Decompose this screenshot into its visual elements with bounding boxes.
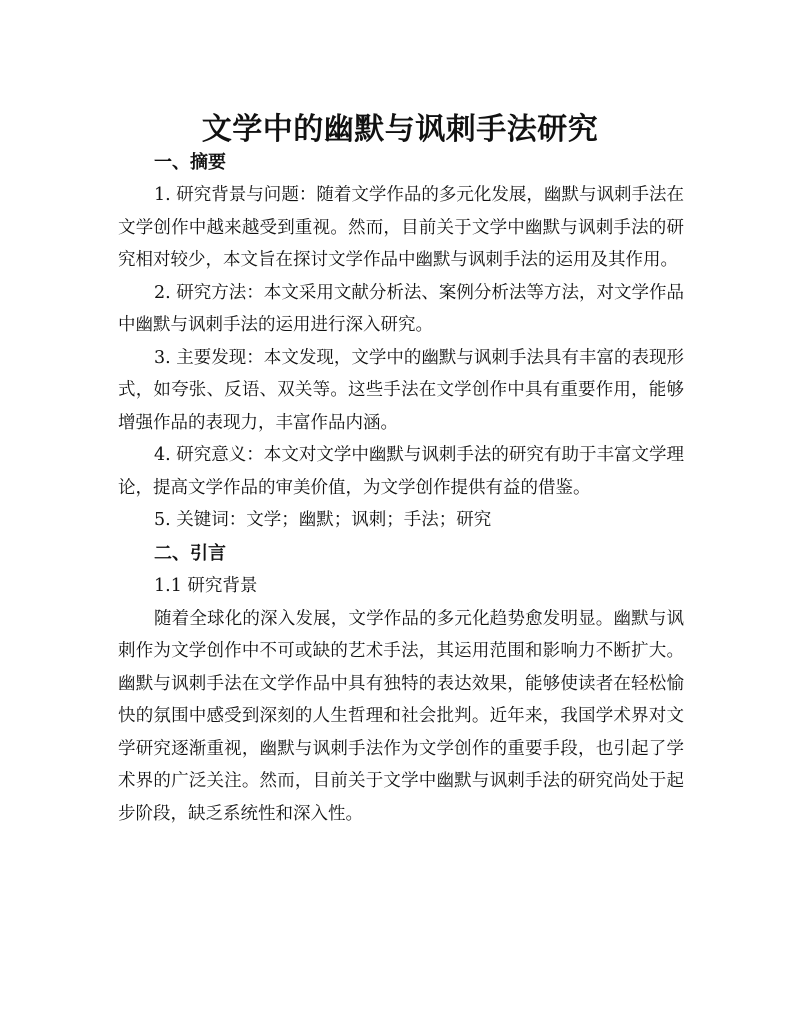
abstract-item-keywords: 5. 关键词：文学；幽默；讽刺；手法；研究 bbox=[154, 510, 492, 530]
abstract-item-significance: 4. 研究意义：本文对文学中幽默与讽刺手法的研究有助于丰富文学理论，提高文学作品的审美价值，为文学创作提供有益的借鉴。 bbox=[118, 445, 684, 498]
subsection-heading-background: 1.1 研究背景 bbox=[154, 575, 258, 596]
introduction-paragraph: 随着全球化的深入发展，文学作品的多元化趋势愈发明显。幽默与讽刺作为文学创作中不可或缺的艺术手法，其运用范围和影响力不断扩大。幽默与讽刺手法在文学作品中具有独特的表达效果，能够使读者在轻松愉快的氛围中感受到深刻的人生哲理和社会批判。近年来，我国学术界对文学研究逐渐重视，幽默与讽刺手法作为文学创作的重要手段，也引起了学术界的广泛关注。然而，目前关于文学中幽默与讽刺手法的研究尚处于起步阶段，缺乏系统性和深入性。 bbox=[118, 608, 684, 824]
abstract-item-methods: 2. 研究方法：本文采用文献分析法、案例分析法等方法，对文学作品中幽默与讽刺手法的运用进行深入研究。 bbox=[118, 282, 684, 335]
abstract-item-background: 1. 研究背景与问题：随着文学作品的多元化发展，幽默与讽刺手法在文学创作中越来越受到重视。然而，目前关于文学中幽默与讽刺手法的研究相对较少，本文旨在探讨文学作品中幽默与讽刺手法的运用及其作用。 bbox=[118, 185, 684, 270]
document-body bbox=[118, 146, 684, 830]
abstract-item-findings: 3. 主要发现：本文发现，文学中的幽默与讽刺手法具有丰富的表现形式，如夸张、反语、双关等。这些手法在文学创作中具有重要作用，能够增强作品的表现力，丰富作品内涵。 bbox=[118, 347, 684, 433]
section-heading-introduction: 二、引言 bbox=[154, 542, 226, 564]
section-heading-abstract: 一、摘要 bbox=[154, 152, 226, 173]
document-title: 文学中的幽默与讽刺手法研究 bbox=[201, 112, 599, 148]
